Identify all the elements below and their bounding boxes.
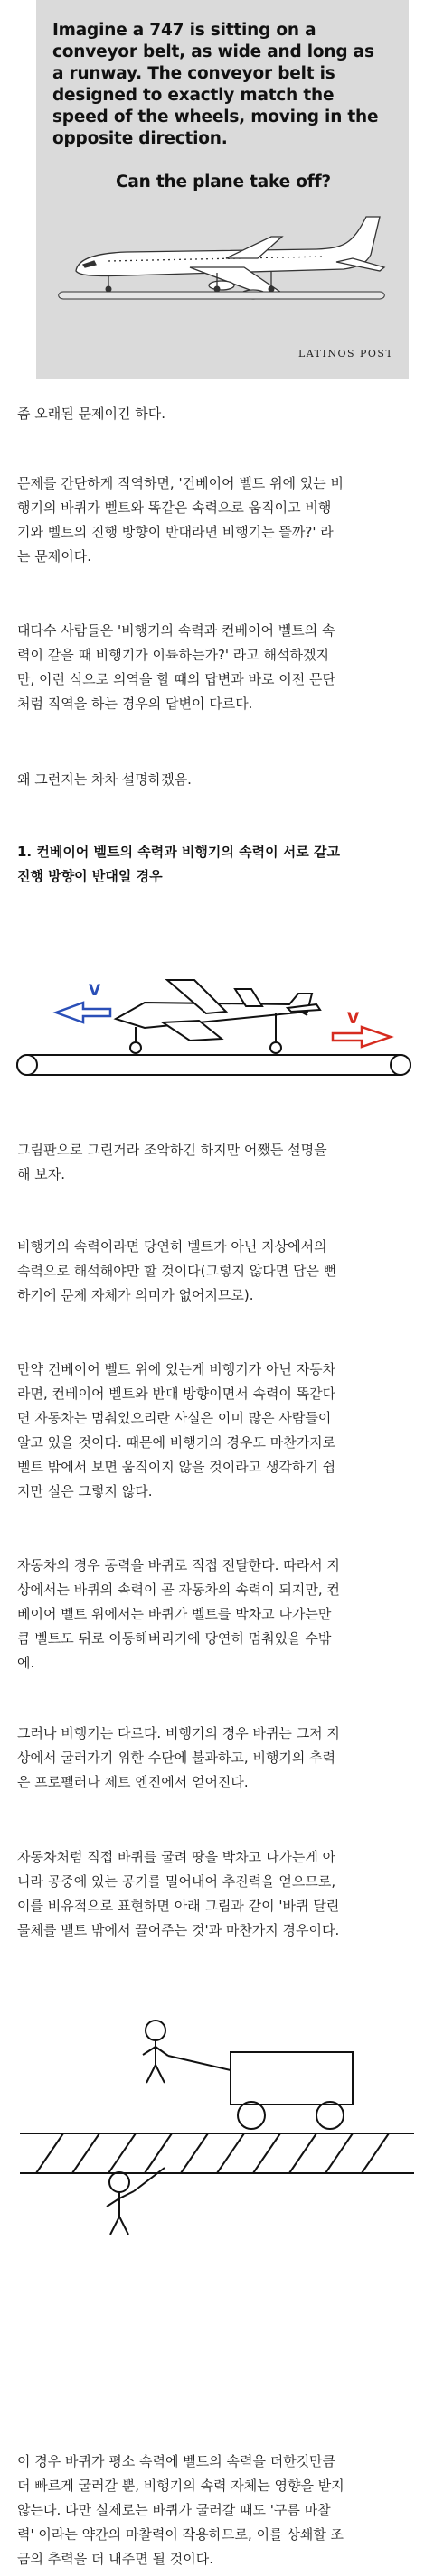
text-line: 않는다. 다만 실제로는 바퀴가 굴러갈 때도 '구름 마찰 [17,2502,331,2518]
text-line: 그러나 비행기는 다르다. 비행기의 경우 바퀴는 그저 지 [17,1725,340,1741]
text-line: 하기에 문제 자체가 의미가 없어지므로). [17,1287,254,1303]
text-line: 지만 실은 그렇지 않다. [17,1483,153,1499]
text-line: 비행기의 속력이라면 당연히 벨트가 아닌 지상에서의 [17,1238,327,1255]
question-caption-line-3: a runway. The conveyor belt is [52,64,335,83]
explain-later-paragraph [17,768,420,792]
question-caption-line-2: conveyor belt, as wide and long as [52,42,374,61]
question-caption-line-4: designed to exactly match the [52,86,335,105]
right-arrow [333,1027,391,1047]
paint-note-paragraph [17,1138,420,1187]
text-line: 상에서는 바퀴의 속력이 곧 자동차의 속력이 되지만, 컨 [17,1582,340,1598]
text-line: 기와 벨트의 진행 방향이 반대라면 비행기는 뜰까?' 라 [17,524,334,540]
text-line: 베이어 벨트 위에서는 바퀴가 벨트를 박차고 나가는만 [17,1606,332,1622]
interpretation-paragraph [17,619,420,716]
question-caption-line-6: opposite direction. [52,129,228,148]
text-line: 만, 이런 식으로 의역을 할 때의 답변과 바로 이전 문단 [17,671,335,687]
text-line: 해 보자. [17,1166,66,1182]
text-line: 이를 비유적으로 표현하면 아래 그림과 같이 '바퀴 달린 [17,1898,340,1914]
ground-speed-paragraph [17,1235,420,1308]
text-line: 그림판으로 그린거라 조악하긴 하지만 어쨌든 설명을 [17,1142,327,1158]
airplane-on-conveyor-illustration [0,0,434,379]
belt [17,1055,410,1075]
question-headline: Can the plane take off? [116,173,331,191]
question-caption-line-5: speed of the wheels, moving in the [52,107,379,126]
question-caption-line-1: Imagine a 747 is sitting on a [52,21,316,40]
text-line: 처럼 직역을 하는 경우의 답변이 다르다. [17,695,253,712]
text-line: 물체를 벨트 밖에서 끌어주는 것'과 마찬가지 경우이다. [17,1922,340,1938]
problem-paragraph [17,471,420,569]
text-line: 니라 공중에 있는 공기를 밀어내어 추진력을 얻으므로, [17,1873,336,1890]
intro-paragraph [17,402,420,426]
pulled-cart-drawing [0,2005,434,2276]
text-line: 이 경우 바퀴가 평소 속력에 벨트의 속력을 더한것만큼 [17,2453,336,2469]
text-line: 벨트 밖에서 보면 움직이지 않을 것이라고 생각하기 쉽 [17,1459,336,1475]
text-line: 큼 벨트도 뒤로 이동해버리기에 당연히 멈춰있을 수밖 [17,1630,332,1647]
text-line: 왜 그런지는 차차 설명하겠음. [17,771,192,788]
airplane-drawing [116,980,320,1053]
conveyor-airplane-drawing [0,939,434,1111]
text-line: 더 빠르게 굴러갈 뿐, 비행기의 속력 자체는 영향을 받지 [17,2478,344,2494]
text-line: 력' 이라는 약간의 마찰력이 작용하므로, 이를 상쇄할 조 [17,2526,344,2543]
text-line: 문제를 간단하게 직역하면, '컨베이어 벨트 위에 있는 비 [17,475,344,491]
text-line: 행기의 바퀴가 벨트와 똑같은 속력으로 움직이고 비행 [17,499,332,516]
text-line: 대다수 사람들은 '비행기의 속력과 컨베이어 벨트의 속 [17,622,335,639]
text-line: 은 프로펠러나 제트 엔진에서 얻어진다. [17,1774,249,1790]
text-line: 속력으로 해석해야만 할 것이다(그렇지 않다면 답은 뻔 [17,1263,337,1279]
conclusion-paragraph [17,2450,420,2571]
left-velocity-label: V [89,982,101,1000]
text-line: 자동차처럼 직접 바퀴를 굴려 땅을 박차고 나가는게 아 [17,1849,336,1865]
text-line: 는 문제이다. [17,548,91,565]
image-credit: LATINOS POST [298,348,394,359]
car-comparison-paragraph [17,1358,420,1504]
right-velocity-label: V [347,1010,360,1028]
text-line: 면 자동차는 멈춰있으리란 사실은 이미 많은 사람들이 [17,1410,332,1426]
car-power-paragraph [17,1554,420,1675]
text-line: 상에서 굴러가기 위한 수단에 불과하고, 비행기의 추력 [17,1750,336,1766]
text-line: 력이 같을 때 비행기가 이륙하는가?' 라고 해석하겠지 [17,647,329,663]
left-arrow [56,1003,110,1022]
text-line: 에. [17,1655,35,1671]
text-line: 좀 오래된 문제이긴 하다. [17,406,165,422]
analogy-paragraph [17,1845,420,1943]
airplane-thrust-paragraph [17,1722,420,1795]
section-heading-1 [17,840,420,889]
text-line: 만약 컨베이어 벨트 위에 있는게 비행기가 아닌 자동차 [17,1361,336,1377]
text-line: 금의 추력을 더 내주면 될 것이다. [17,2551,213,2567]
text-line: 라면, 컨베이어 벨트와 반대 방향이면서 속력이 똑같다 [17,1386,336,1402]
text-line: 자동차의 경우 동력을 바퀴로 직접 전달한다. 따라서 지 [17,1557,340,1573]
heading-line: 진행 방향이 반대일 경우 [17,868,163,884]
text-line: 알고 있을 것이다. 때문에 비행기의 경우도 마찬가지로 [17,1434,336,1451]
heading-line: 1. 컨베이어 벨트의 속력과 비행기의 속력이 서로 같고 [17,844,340,860]
question-image [0,0,434,379]
